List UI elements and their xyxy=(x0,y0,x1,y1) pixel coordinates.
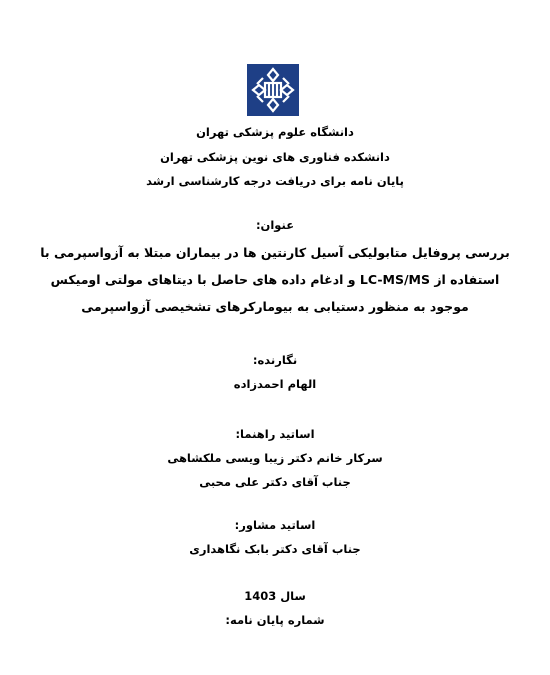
thesis-title-line-2: استفاده از LC-MS/MS و ادغام داده های حاصل با دیتاهای مولتی اومیکس xyxy=(50,272,500,287)
supervisor-name: سرکار خانم دکتر زیبا ویسی ملکشاهی xyxy=(167,451,383,465)
thesis-number: شماره پایان نامه: xyxy=(225,613,325,627)
thesis-title-line-1: بررسی پروفایل متابولیکی آسیل کارنتین ها در بیماران مبتلا به آزواسپرمی با xyxy=(40,245,510,260)
year: سال 1403 xyxy=(244,589,306,603)
advisor-name: جناب آقای دکتر بابک نگاهداری xyxy=(189,542,361,556)
university-name: دانشگاه علوم پزشکی تهران xyxy=(196,125,354,139)
author-name: الهام احمدزاده xyxy=(233,377,317,391)
faculty-name: دانشکده فناوری های نوین پزشکی تهران xyxy=(160,150,390,164)
author-label: نگارنده: xyxy=(252,353,298,367)
degree-statement: پایان نامه برای دریافت درجه کارشناسی ارشد xyxy=(146,174,404,188)
title-label: عنوان: xyxy=(255,218,295,232)
university-logo-icon xyxy=(247,64,299,116)
thesis-title-line-3: موجود به منظور دستیابی به بیومارکرهای تشخیصی آزواسپرمی xyxy=(81,299,469,314)
supervisor-name: جناب آقای دکتر علی محبی xyxy=(199,475,351,489)
advisors-label: اساتید مشاور: xyxy=(234,518,316,532)
supervisors-label: اساتید راهنما: xyxy=(235,427,315,441)
